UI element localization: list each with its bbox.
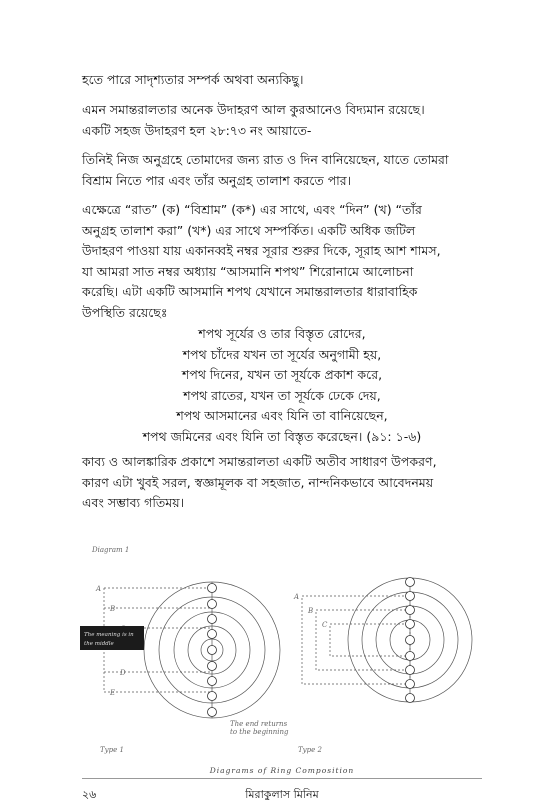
text-line: এবং সম্ভাব্য গতিময়। (82, 495, 185, 510)
diagram-title: Diagram 1 (92, 546, 130, 554)
ring-diagram-type-2 (302, 578, 472, 702)
ring-label: B (110, 605, 116, 613)
verse-line: শপথ সূর্যের ও তার বিস্তৃত রোদের, (198, 326, 366, 341)
paragraph-2 (82, 100, 482, 141)
ring-label: C (322, 621, 328, 629)
ring-label: B (308, 607, 314, 615)
verse-line: শপথ দিনের, যখন তা সূর্যকে প্রকাশ করে, (181, 367, 383, 382)
ring-node (406, 620, 415, 629)
bracket-frame (330, 624, 410, 656)
middle-note-line-2: the middle (84, 641, 114, 647)
text-line: অনুগ্রহ তালাশ করা” (খ*) এর সাথে সম্পর্কিত। একটি অধিক জটিল (82, 222, 416, 238)
ring-nodes-type-1 (208, 584, 217, 717)
ring-nodes-type-2 (406, 578, 415, 703)
ring-node (208, 708, 217, 717)
text-line: এক্ষেত্রে “রাত” (ক) “বিশ্রাম” (ক*) এর সাথে, এবং “দিন” (খ) “তাঁর (82, 202, 422, 217)
ring-node (208, 630, 217, 639)
ring-label: A (96, 585, 102, 593)
ring-label: E (110, 689, 116, 697)
page-footer (82, 786, 482, 800)
ring-node (406, 680, 415, 689)
ring-node (208, 692, 217, 701)
verse-line: শপথ রাতের, যখন তা সূর্যকে ঢেকে দেয়, (183, 387, 381, 403)
quran-quote-28-73 (82, 150, 482, 191)
ring-node (406, 666, 415, 675)
text-line: উপস্থিতি রয়েছেঃ (82, 304, 168, 320)
ring-node (208, 677, 217, 686)
page-number: ২৬ (82, 788, 97, 800)
ring-node (208, 600, 217, 609)
ring-node-center (208, 646, 217, 655)
text-line: এমন সমান্তরালতার অনেক উদাহরণ আল কুরআনেও বিদ্যমান রয়েছে। (82, 102, 425, 117)
text-line: একটি সহজ উদাহরণ হল ২৮:৭৩ নং আয়াতে- (82, 122, 312, 138)
middle-note-line-1: The meaning is in (84, 632, 134, 638)
text-line: উদাহরণ পাওয়া যায় একানব্বই নম্বর সূরার শুরুর দিকে, সূরাহ আশ শামস, (82, 243, 441, 258)
type-2-label: Type 2 (298, 746, 322, 754)
paragraph-1 (82, 70, 482, 91)
verse-line: শপথ আসমানের এবং যিনি তা বানিয়েছেন, (176, 408, 388, 423)
end-note-line-1: The end returns (230, 720, 288, 728)
paragraph-5 (82, 452, 482, 514)
text-line: যা আমরা সাত নম্বর অধ্যায় “আসমানি শপথ” শিরোনামে আলোচনা (82, 263, 414, 279)
ring-node (208, 584, 217, 593)
text-line: তিনিই নিজ অনুগ্রহে তোমাদের জন্য রাত ও দিন বানিয়েছেন, যাতে তোমরা (82, 152, 449, 167)
verse-line: শপথ চাঁদের যখন তা সূর্যের অনুগামী হয়, (182, 346, 382, 362)
ring-composition-diagram (80, 540, 480, 780)
ring-label: D (120, 669, 126, 677)
text-line: কারণ এটা খুবই সরল, স্বজ্ঞামূলক বা সহজাত, নান্দনিকভাবে আবেদনময় (82, 474, 434, 490)
ring-node (406, 694, 415, 703)
verse-line: শপথ জমিনের এবং যিনি তা বিস্তৃত করেছেন। (৯১: ১-৬) (142, 428, 422, 444)
running-title: মিরাকুলাস মিনিম (245, 788, 319, 800)
oath-verses (82, 324, 482, 447)
paragraph-4 (82, 200, 482, 323)
text-line: কাব্য ও আলঙ্কারিক প্রকাশে সমান্তরালতা একটি অতীব সাধারণ উপকরণ, (82, 454, 437, 469)
ring-node (406, 652, 415, 661)
text-line: হতে পারে সাদৃশ্যতার সম্পর্ক অথবা অন্যকিছু। (82, 72, 304, 87)
ring-node (406, 578, 415, 587)
figure-caption: Diagrams of Ring Composition (209, 766, 355, 775)
text-line: করেছি। এটা একটি আসমানি শপথ যেখানে সমান্তরালতার ধারাবাহিক (82, 284, 418, 299)
ring-label: A (294, 593, 300, 601)
ring-node (208, 615, 217, 624)
footer-divider (82, 778, 482, 779)
ring-node (208, 662, 217, 671)
text-line: বিশ্রাম নিতে পার এবং তাঁর অনুগ্রহ তালাশ করতে পার। (82, 172, 352, 188)
type-1-label: Type 1 (100, 746, 124, 754)
ring-node (406, 592, 415, 601)
end-note-line-2: to the beginning (230, 728, 289, 736)
ring-node-center (406, 636, 415, 645)
ring-node (406, 606, 415, 615)
